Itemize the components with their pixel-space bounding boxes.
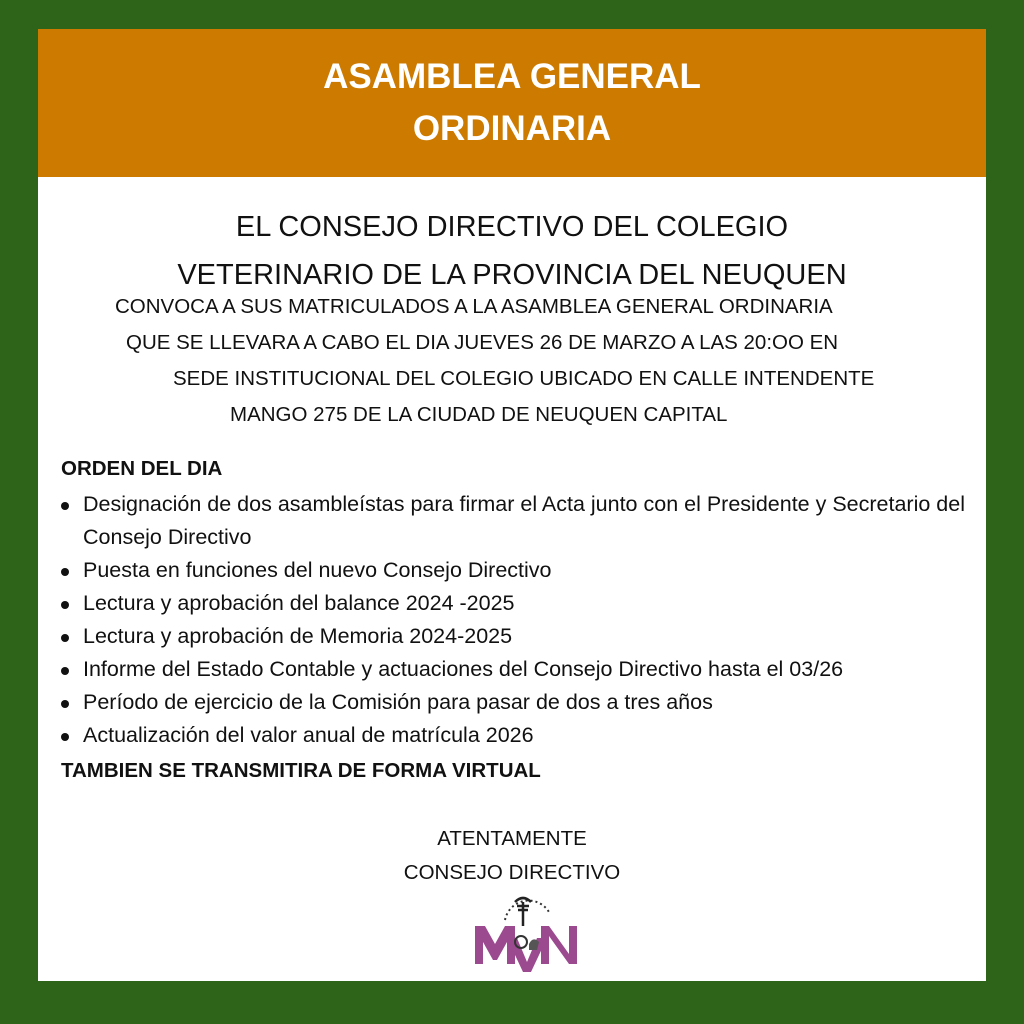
agenda-title: ORDEN DEL DIA	[61, 457, 223, 480]
agenda-item-text: Designación de dos asambleístas para firmar el Acta junto con el Presidente y Secretario del Consejo Directivo	[83, 492, 965, 549]
title-banner	[38, 29, 986, 177]
agenda-item-text: Lectura y aprobación de Memoria 2024-2025	[83, 624, 513, 648]
bullet-icon	[61, 733, 69, 741]
agenda-item	[61, 554, 971, 587]
banner-title-line-2: ORDINARIA	[412, 109, 612, 148]
council-line-2: VETERINARIO DE LA PROVINCIA DEL NEUQUEN	[177, 259, 847, 291]
bullet-icon	[61, 667, 69, 675]
announcement-card	[38, 29, 986, 981]
signature-block	[38, 822, 986, 890]
logo-n	[541, 926, 577, 964]
bullet-icon	[61, 502, 69, 510]
colegio-veterinario-logo-icon	[471, 882, 583, 974]
agenda-item	[61, 488, 971, 554]
convocation-text	[38, 289, 986, 433]
bullet-icon	[61, 601, 69, 609]
convocation-line: SEDE INSTITUCIONAL DEL COLEGIO UBICADO EN CALLE INTENDENTE	[173, 367, 875, 390]
logo-m	[475, 926, 515, 964]
agenda-item-text: Período de ejercicio de la Comisión para pasar de dos a tres años	[83, 690, 713, 714]
signature-line-2: CONSEJO DIRECTIVO	[403, 861, 621, 884]
convocation-line: MANGO 275 DE LA CIUDAD DE NEUQUEN CAPITAL	[230, 403, 728, 426]
bullet-icon	[61, 568, 69, 576]
agenda-item	[61, 620, 971, 653]
agenda-item	[61, 719, 971, 752]
bullet-icon	[61, 634, 69, 642]
agenda-item	[61, 686, 971, 719]
agenda-item	[61, 587, 971, 620]
banner-title-line-1: ASAMBLEA GENERAL	[323, 57, 701, 96]
agenda-list	[61, 488, 971, 752]
council-heading	[38, 203, 986, 299]
convocation-line: CONVOCA A SUS MATRICULADOS A LA ASAMBLEA GENERAL ORDINARIA	[115, 295, 833, 318]
bullet-icon	[61, 700, 69, 708]
agenda-item-text: Actualización del valor anual de matrícula 2026	[83, 723, 534, 747]
agenda-item-text: Puesta en funciones del nuevo Consejo Directivo	[83, 558, 552, 582]
agenda-item-text: Informe del Estado Contable y actuaciones del Consejo Directivo hasta el 03/26	[83, 657, 844, 681]
agenda-item-text: Lectura y aprobación del balance 2024 -2025	[83, 591, 515, 615]
virtual-note: TAMBIEN SE TRANSMITIRA DE FORMA VIRTUAL	[61, 759, 541, 782]
signature-line-1: ATENTAMENTE	[437, 827, 587, 850]
agenda-item	[61, 653, 971, 686]
convocation-line: QUE SE LLEVARA A CABO EL DIA JUEVES 26 DE MARZO A LAS 20:OO EN	[126, 331, 839, 354]
council-line-1: EL CONSEJO DIRECTIVO DEL COLEGIO	[235, 211, 789, 243]
